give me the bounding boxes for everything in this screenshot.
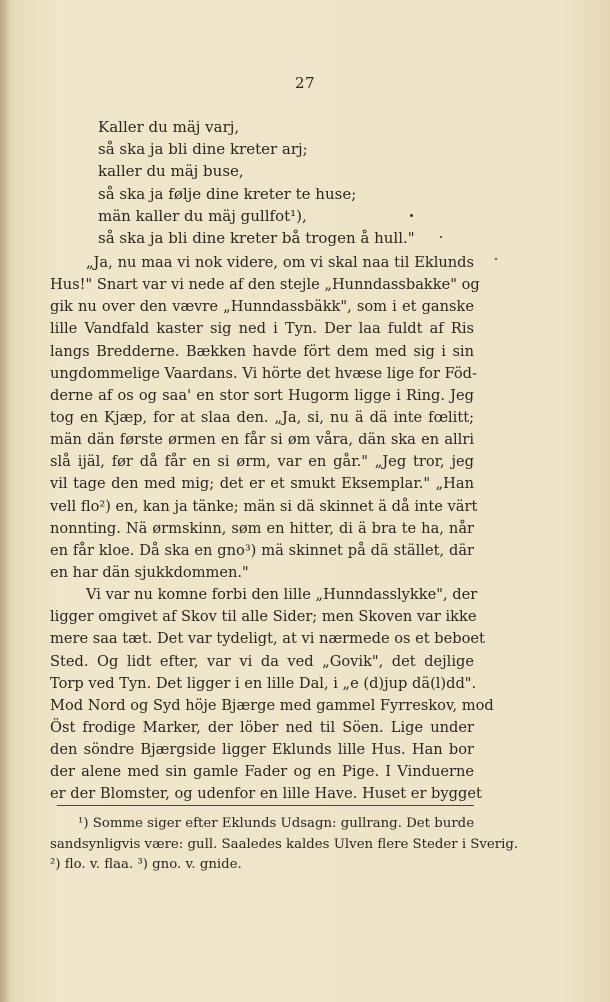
text-line: slå ijäl, før då får en si ørm, var en går." „Jeg tror, jeg	[50, 453, 474, 471]
text-line: lille Vandfald kaster sig ned i Tyn. Der laa fuldt af Ris	[50, 320, 474, 338]
footnote-line: ¹) Somme siger efter Eklunds Udsagn: gullrang. Det burde	[78, 816, 475, 831]
text-line: Öst frodige Marker, der löber ned til Söen. Lige under	[50, 718, 474, 736]
verse-line: så ska ja følje dine kreter te huse;	[98, 184, 357, 203]
footnote-line: ²) flo. v. flaa. ³) gno. v. gnide.	[50, 857, 242, 872]
text-line: ligger omgivet af Skov til alle Sider; men Skoven var ikke	[50, 608, 477, 626]
ink-speck	[495, 258, 497, 260]
text-line: nonnting. Nä ørmskinn, søm en hitter, di ä bra te ha, når	[50, 519, 474, 537]
verse-line: så ska ja bli dine kreter arj;	[98, 140, 308, 159]
verse-line: Kaller du mäj varj,	[98, 118, 240, 136]
text-line: tog en Kjæp, for at slaa den. „Ja, si, nu ä dä inte fœlitt;	[50, 408, 474, 426]
body-text	[50, 252, 494, 806]
text-line: en har dän sjukkdommen."	[50, 563, 249, 581]
text-line: vell flo²) en, kan ja tänke; män si dä skinnet ä då inte värt	[50, 497, 478, 515]
text-line: er der Blomster, og udenfor en lille Have. Huset er bygget	[50, 785, 482, 803]
text-line: gik nu over den vævre „Hunndassbäkk", som i et ganske	[50, 298, 474, 316]
text-line: vil tage den med mig; det er et smukt Eksemplar." „Han	[50, 475, 474, 493]
ink-speck	[410, 214, 413, 217]
text-line: Mod Nord og Syd höje Bjærge med gammel Fyrreskov, mod	[50, 696, 494, 714]
text-line: Hus!" Snart var vi nede af den stejle „Hunndassbakke" og	[50, 276, 480, 294]
verse-line: så ska ja bli dine kreter bå trogen å hull."	[98, 228, 415, 247]
text-line: män dän første ørmen en får si øm våra, dän ska en allri	[50, 431, 474, 449]
text-line: ungdommelige Vaardans. Vi hörte det hvæse lige for Föd-	[50, 364, 477, 382]
verse-line: män kaller du mäj gullfot¹),	[98, 206, 307, 225]
text-line: mere saa tæt. Det var tydeligt, at vi nærmede os et beboet	[50, 630, 485, 648]
text-line: „Ja, nu maa vi nok videre, om vi skal naa til Eklunds	[86, 254, 474, 271]
page-number: 27	[294, 74, 316, 92]
page-spine-shadow	[0, 0, 10, 1002]
footnote-line: sandsynligvis være: gull. Saaledes kaldes Ulven flere Steder i Sverig.	[50, 836, 519, 852]
text-line: en får kloe. Då ska en gno³) mä skinnet på dä stället, där	[50, 541, 474, 559]
verse-block	[98, 116, 458, 249]
text-line: Torp ved Tyn. Det ligger i en lille Dal, i „e (d)jup dä(l)dd".	[50, 674, 477, 692]
text-line: langs Bredderne. Bækken havde fört dem med sig i sin	[50, 342, 474, 360]
text-line: Sted. Og lidt efter, var vi da ved „Govik", det dejlige	[50, 652, 474, 670]
text-line: den söndre Bjærgside ligger Eklunds lille Hus. Han bor	[50, 741, 474, 759]
text-line: derne af os og saa' en stor sort Hugorm ligge i Ring. Jeg	[50, 386, 474, 404]
ink-speck	[440, 236, 442, 238]
text-line: der alene med sin gamle Fader og en Pige. I Vinduerne	[50, 763, 474, 781]
verse-line: kaller du mäj buse,	[98, 162, 244, 181]
text-line: Vi var nu komne forbi den lille „Hunndasslykke", der	[86, 586, 478, 604]
footnote-divider	[57, 805, 474, 806]
footnotes	[50, 814, 519, 876]
